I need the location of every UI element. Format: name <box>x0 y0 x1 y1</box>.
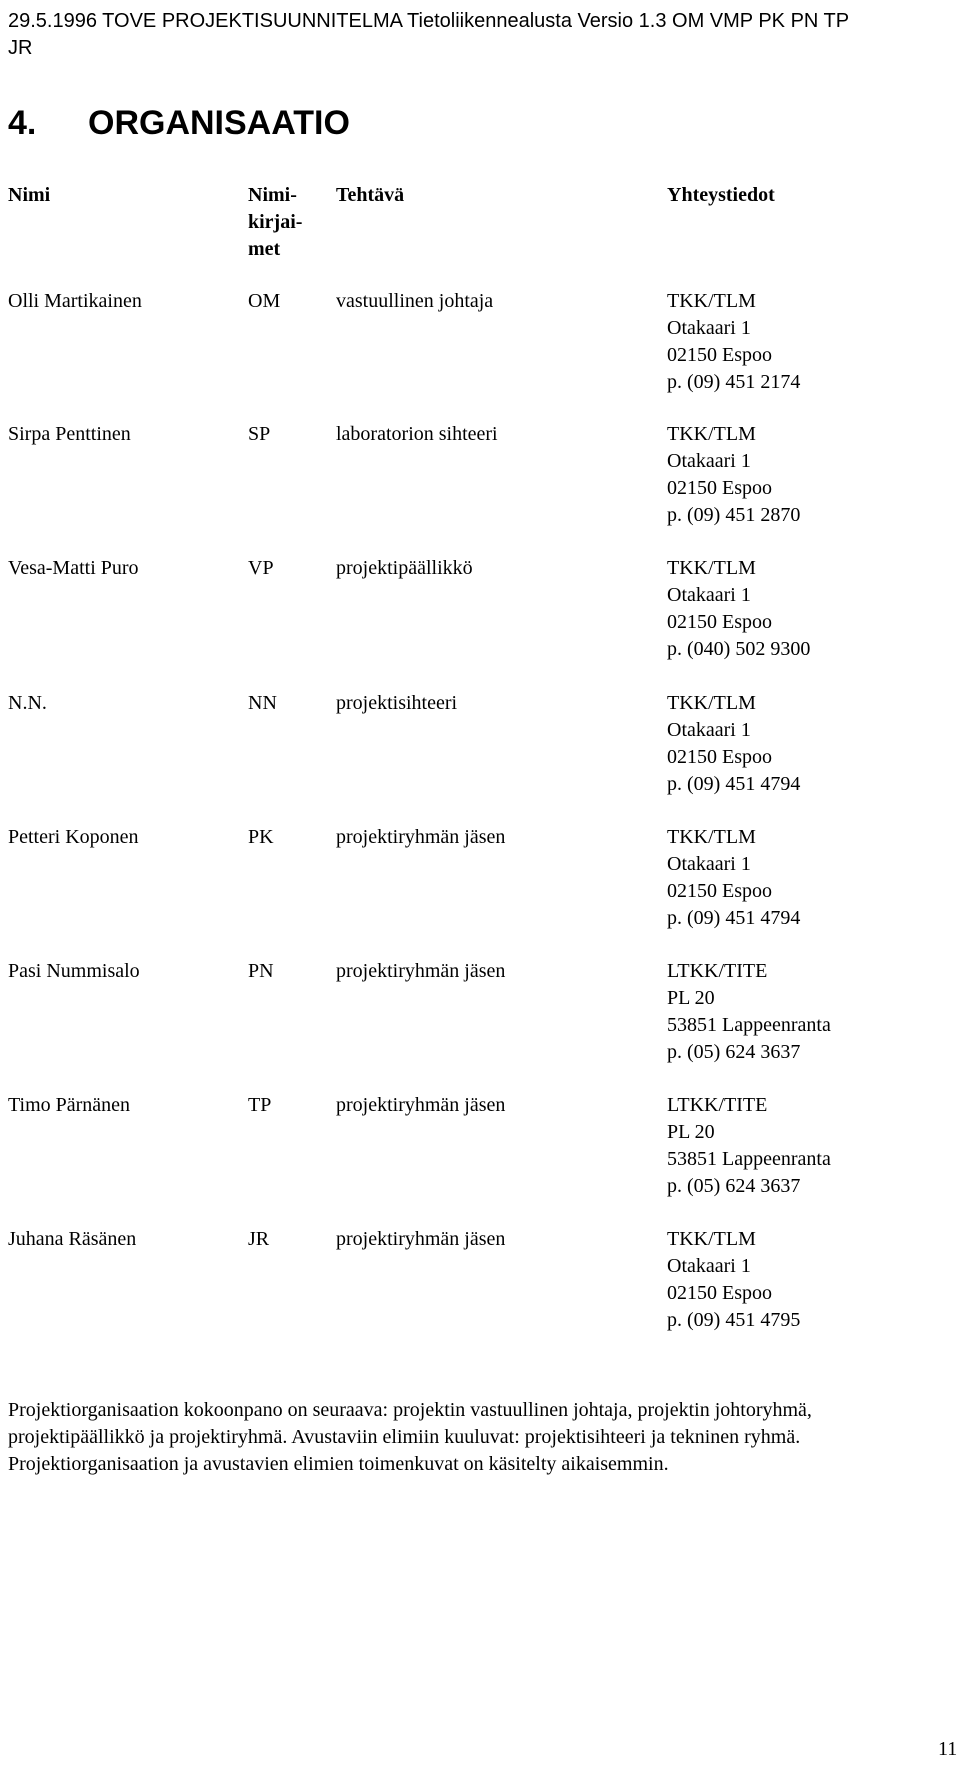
contact-line: Otakaari 1 <box>667 584 751 606</box>
person-contact <box>667 824 800 932</box>
person-task: projektisihteeri <box>336 692 458 714</box>
person-contact <box>667 958 831 1066</box>
person-contact <box>667 421 800 529</box>
column-header-initials-line: met <box>248 238 281 260</box>
contact-line: PL 20 <box>667 1121 715 1143</box>
contact-line: 53851 Lappeenranta <box>667 1014 831 1036</box>
paragraph-line: projektipäällikkö ja projektiryhmä. Avustaviin elimiin kuuluvat: projektisihteeri ja tekninen ryhmä. <box>8 1426 801 1448</box>
column-header-name: Nimi <box>8 184 51 206</box>
contact-line: Otakaari 1 <box>667 317 751 339</box>
person-contact <box>667 690 800 798</box>
person-initials: TP <box>248 1094 272 1116</box>
person-initials: JR <box>248 1228 270 1250</box>
person-initials: NN <box>248 692 277 714</box>
column-header-contact: Yhteystiedot <box>667 184 775 206</box>
contact-line: Otakaari 1 <box>667 853 751 875</box>
table-header <box>0 182 960 272</box>
person-name: Sirpa Penttinen <box>8 423 131 445</box>
table-row <box>0 690 960 810</box>
paragraph-line: Projektiorganisaation ja avustavien elimien toimenkuvat on käsitelty aikaisemmin. <box>8 1453 669 1475</box>
person-task: projektiryhmän jäsen <box>336 960 506 982</box>
person-task: projektiryhmän jäsen <box>336 826 506 848</box>
table-row <box>0 288 960 408</box>
contact-line: p. (09) 451 2870 <box>667 504 801 526</box>
contact-line: 02150 Espoo <box>667 1282 772 1304</box>
contact-line: p. (09) 451 4795 <box>667 1309 801 1331</box>
person-name: Pasi Nummisalo <box>8 960 140 982</box>
person-contact <box>667 1092 831 1200</box>
person-task: projektiryhmän jäsen <box>336 1094 506 1116</box>
header-line-1: 29.5.1996 TOVE PROJEKTISUUNNITELMA Tietoliikennealusta Versio 1.3 OM VMP PK PN TP <box>8 10 850 32</box>
person-name: Timo Pärnänen <box>8 1094 131 1116</box>
contact-line: p. (040) 502 9300 <box>667 638 811 660</box>
person-name: Petteri Koponen <box>8 826 139 848</box>
contact-line: TKK/TLM <box>667 557 756 579</box>
contact-line: Otakaari 1 <box>667 450 751 472</box>
person-initials: VP <box>248 557 274 579</box>
document-header <box>8 8 938 62</box>
table-row <box>0 824 960 944</box>
column-header-initials-line: kirjai- <box>248 211 303 233</box>
contact-line: TKK/TLM <box>667 423 756 445</box>
person-name: Olli Martikainen <box>8 290 142 312</box>
contact-line: 02150 Espoo <box>667 880 772 902</box>
person-task: laboratorion sihteeri <box>336 423 498 445</box>
person-contact <box>667 288 800 396</box>
contact-line: LTKK/TITE <box>667 960 768 982</box>
person-initials: PK <box>248 826 274 848</box>
contact-line: PL 20 <box>667 987 715 1009</box>
person-name: N.N. <box>8 692 47 714</box>
contact-line: 02150 Espoo <box>667 746 772 768</box>
body-paragraph <box>8 1397 960 1478</box>
page-number: 11 <box>938 1738 958 1760</box>
person-name: Juhana Räsänen <box>8 1228 137 1250</box>
person-initials: PN <box>248 960 274 982</box>
header-line-2: JR <box>8 37 33 59</box>
column-header-task: Tehtävä <box>336 184 405 206</box>
section-heading <box>8 103 350 143</box>
person-contact <box>667 555 810 663</box>
person-initials: OM <box>248 290 281 312</box>
contact-line: p. (09) 451 4794 <box>667 907 801 929</box>
contact-line: p. (05) 624 3637 <box>667 1175 801 1197</box>
table-row <box>0 421 960 541</box>
contact-line: 53851 Lappeenranta <box>667 1148 831 1170</box>
section-number: 4. <box>8 104 37 142</box>
person-task: vastuullinen johtaja <box>336 290 494 312</box>
section-title: ORGANISAATIO <box>88 104 350 142</box>
table-row <box>0 1092 960 1212</box>
column-header-initials-line: Nimi- <box>248 184 297 206</box>
contact-line: TKK/TLM <box>667 826 756 848</box>
person-contact <box>667 1226 800 1334</box>
person-initials: SP <box>248 423 271 445</box>
table-row <box>0 958 960 1078</box>
contact-line: TKK/TLM <box>667 290 756 312</box>
contact-line: TKK/TLM <box>667 1228 756 1250</box>
table-row <box>0 1226 960 1346</box>
contact-line: p. (09) 451 4794 <box>667 773 801 795</box>
contact-line: 02150 Espoo <box>667 611 772 633</box>
contact-line: Otakaari 1 <box>667 719 751 741</box>
table-row <box>0 555 960 675</box>
contact-line: LTKK/TITE <box>667 1094 768 1116</box>
column-header-initials <box>248 182 328 263</box>
contact-line: p. (09) 451 2174 <box>667 371 801 393</box>
paragraph-line: Projektiorganisaation kokoonpano on seuraava: projektin vastuullinen johtaja, projektin johtoryhmä, <box>8 1399 812 1421</box>
person-task: projektipäällikkö <box>336 557 473 579</box>
contact-line: Otakaari 1 <box>667 1255 751 1277</box>
person-task: projektiryhmän jäsen <box>336 1228 506 1250</box>
contact-line: TKK/TLM <box>667 692 756 714</box>
contact-line: 02150 Espoo <box>667 344 772 366</box>
contact-line: 02150 Espoo <box>667 477 772 499</box>
person-name: Vesa-Matti Puro <box>8 557 139 579</box>
contact-line: p. (05) 624 3637 <box>667 1041 801 1063</box>
